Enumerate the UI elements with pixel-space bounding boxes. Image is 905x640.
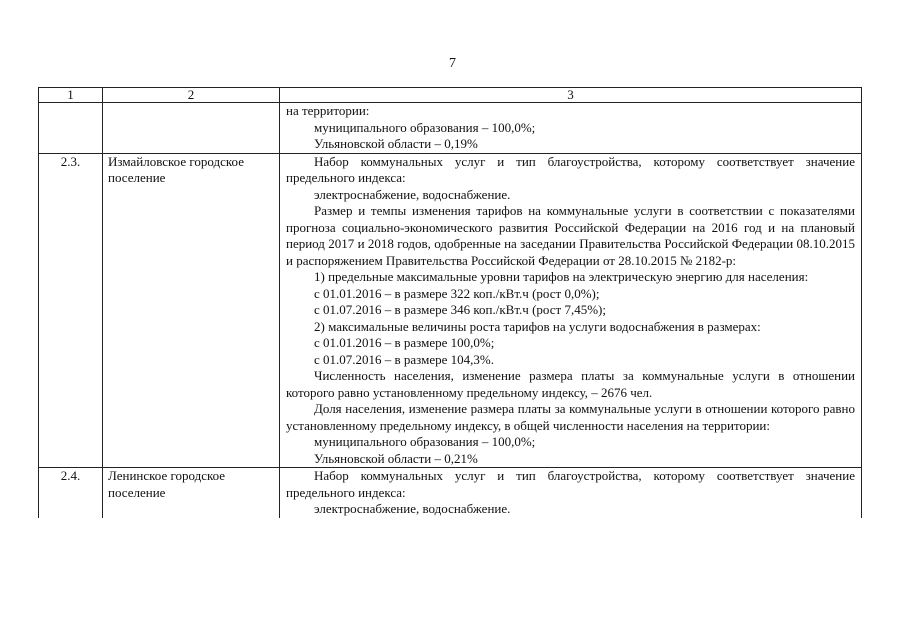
row-number: 2.3.	[39, 153, 103, 468]
text-line: с 01.01.2016 – в размере 100,0%;	[314, 335, 495, 350]
text-line: электроснабжение, водоснабжение.	[314, 186, 511, 202]
row-number-cell	[39, 103, 103, 154]
page-number: 7	[449, 56, 456, 71]
table-row-continued	[39, 103, 862, 154]
text-line: Ульяновской области – 0,19%	[314, 136, 478, 151]
text-line: с 01.07.2016 – в размере 104,3%.	[314, 351, 494, 367]
text-line: 2) максимальные величины роста тарифов на услуги водоснабжения в размерах:	[314, 318, 761, 334]
text-line: муниципального образования – 100,0%;	[314, 119, 536, 135]
tariff-table	[38, 87, 862, 518]
settlement-cell	[103, 103, 280, 154]
paragraph: Набор коммунальных услуг и тип благоустройства, которому соответствует значение предельного индекса:	[286, 153, 855, 185]
content-cell	[280, 103, 862, 154]
text-line: муниципального образования – 100,0%;	[314, 434, 536, 449]
table-row-2-4	[39, 468, 862, 518]
settlement-name: Ленинское городское поселение	[103, 468, 280, 518]
table-row-2-3	[39, 153, 862, 468]
paragraph: Размер и темпы изменения тарифов на коммунальные услуги в соответствии с показателями прогноза социально-экономического развития Российской Федерации на 2016 год и на плановый период 2017 и 2018 годов, одобренные на заседании Правительства Российской Федерации 08.10.2015 и распоряжением Правительства Российской Федерации от 28.10.2015 № 2182-р:	[286, 203, 855, 268]
text-line: с 01.07.2016 – в размере 346 коп./кВт.ч (рост 7,45%);	[314, 302, 606, 317]
header-col-2: 2	[103, 88, 280, 103]
content-cell	[280, 153, 862, 468]
text-line: Ульяновской области – 0,21%	[314, 450, 478, 466]
paragraph: Доля населения, изменение размера платы за коммунальные услуги в отношении которого равно установленному предельному индексу, в общей численности населения на территории:	[286, 401, 855, 433]
paragraph: 1) предельные максимальные уровни тарифов на электрическую энергию для населения:	[314, 269, 809, 284]
header-col-3: 3	[280, 88, 862, 103]
content-cell	[280, 468, 862, 518]
settlement-name: Измайловское городское поселение	[103, 153, 280, 468]
text-line: на территории:	[286, 103, 370, 118]
paragraph: Численность населения, изменение размера платы за коммунальные услуги в отношении которого равно установленному предельному индексу, – 2676 чел.	[286, 368, 855, 400]
text-line: с 01.01.2016 – в размере 322 коп./кВт.ч (рост 0,0%);	[314, 285, 600, 301]
header-col-1: 1	[39, 88, 103, 103]
table-header-row	[39, 88, 862, 103]
row-number: 2.4.	[39, 468, 103, 518]
text-line: электроснабжение, водоснабжение.	[314, 501, 511, 516]
paragraph: Набор коммунальных услуг и тип благоустройства, которому соответствует значение предельного индекса:	[286, 468, 855, 500]
